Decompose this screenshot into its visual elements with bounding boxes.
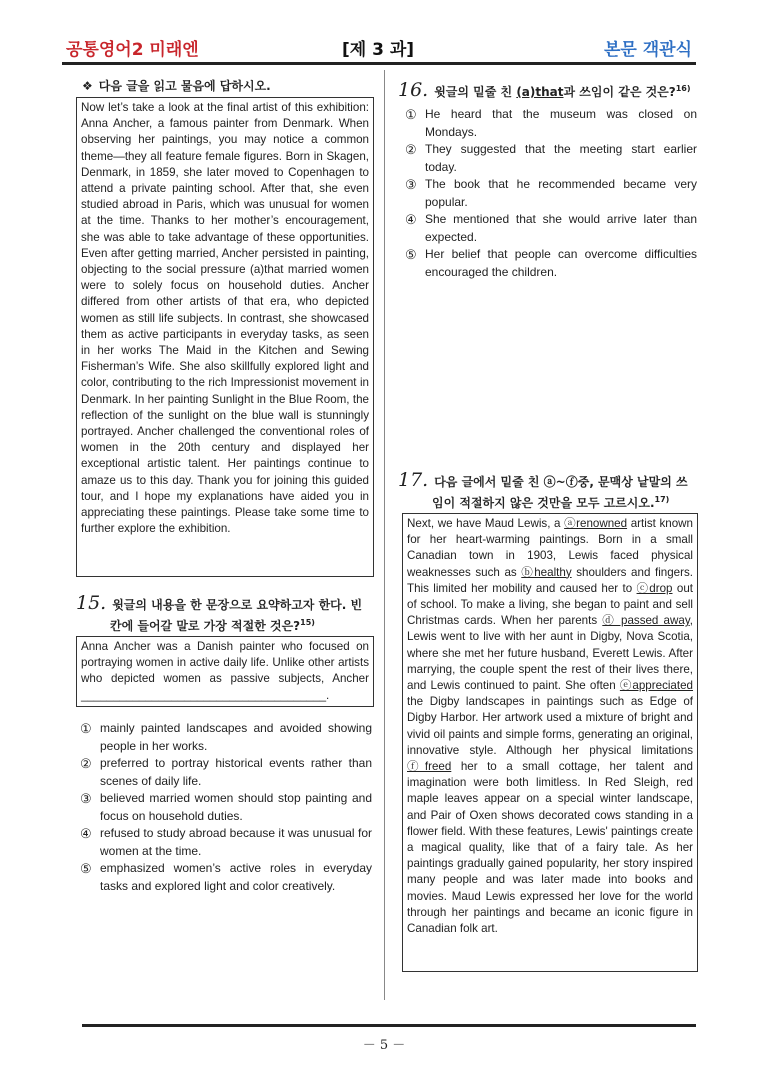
question-16-header <box>398 80 698 101</box>
question-number: 15. <box>76 592 107 614</box>
lesson-title: [제 3 과] <box>342 40 415 60</box>
question-text-line1: 다음 글에서 밑줄 친 ⓐ~ⓕ중, 문맥상 낱말의 쓰 <box>434 475 688 489</box>
passage-text: her to a small cottage, her talent and imagination were both limitless. In Red Sleigh, red maple leaves appear on a special winter landscape, and Pair of Oxen shows decorated cows standing in a flower field. With these features, Lewis' paintings create a magical quality, like that of a fairy tale. As her paintings gradually gained popularity, her story inspired many people and was later made into books and movies. Maud Lewis expressed her love for the world through her paintings and became an iconic figure in Canadian folk art. <box>407 760 693 936</box>
choice-text: She mentioned that she would arrive later than expected. <box>425 212 697 244</box>
question-15-choices <box>80 720 372 895</box>
choice-number: ④ <box>80 826 92 841</box>
question-text-pre: 윗글의 밑줄 친 <box>434 85 517 99</box>
choice-number: ③ <box>80 791 92 806</box>
choice-text: They suggested that the meeting start earlier today. <box>425 142 697 174</box>
instruction-text: 다음 글을 읽고 물음에 답하시오. <box>98 79 271 93</box>
underlined-word-b: ⓑhealthy <box>521 565 572 579</box>
choice-number: ② <box>80 756 92 771</box>
underlined-word-f: ⓕfreed <box>407 760 452 774</box>
choice-item[interactable] <box>80 755 372 790</box>
choice-number: ① <box>80 721 92 736</box>
question-text-line2: 칸에 들어갈 말로 가장 적절한 것은? <box>110 619 301 633</box>
question-17-header <box>398 469 698 512</box>
choice-text: The book that he recommended became very popular. <box>425 177 697 209</box>
choice-number: ③ <box>405 177 417 192</box>
choice-number: ② <box>405 142 417 157</box>
choice-item[interactable] <box>405 141 697 176</box>
choice-item[interactable] <box>80 860 372 895</box>
page-number: － 5 － <box>362 1038 406 1053</box>
choice-text: believed married women should stop painting and focus on household duties. <box>100 791 372 823</box>
choice-item[interactable] <box>405 246 697 281</box>
footnote-ref: 17) <box>654 495 670 504</box>
underlined-word-d: ⓓ passed away <box>602 614 690 628</box>
choice-text: mainly painted landscapes and avoided showing people in her works. <box>100 721 372 753</box>
passage-text: out of school. To make a living, she began to paint and sell Christmas cards. When her parents <box>407 581 693 628</box>
underlined-word-a: ⓐrenowned <box>564 517 628 530</box>
passage-text: shoulders and fingers. This limited her mobility and caused her to <box>407 565 693 595</box>
section-title: 본문 객관식 <box>603 40 692 60</box>
subject-title: 공통영어2 미래엔 <box>66 40 199 60</box>
choice-text: refused to study abroad because it was unusual for women at the time. <box>100 826 372 858</box>
choice-text: He heard that the museum was closed on Mondays. <box>425 107 697 139</box>
choice-text: emphasized women’s active roles in everyday tasks and explored light and color creatively. <box>100 861 372 893</box>
diamond-bullet-icon: ❖ <box>82 79 93 93</box>
choice-item[interactable] <box>80 790 372 825</box>
choice-item[interactable] <box>405 106 697 141</box>
passage-text: , Lewis went to live with her aunt in Digby, Nova Scotia, where she met her future husband, Everett Lewis. After marrying, the couple spent the rest of their lives there, and Lewis continued to paint. She often <box>407 614 693 693</box>
passage-anna-ancher: Now let’s take a look at the final artist of this exhibition: Anna Ancher, a famous painter from Denmark. When observing her paintings, you may notice a common theme—they all feature female figures. Born in Skagen, Denmark, in 1859, she later moved to Copenhagen to attend a private painting school. After that, she even studied abroad in Paris, which was unusual for women at the time. Thanks to her mother’s encouragement, she was able to take advantage of these opportunities. Even after getting married, Ancher persisted in painting, objecting to the social pressure (a)that married women were to solely focus on household duties. Ancher differed from other artists of that era, who depicted women as still life subjects. In contrast, she showcased them as active participants in everyday tasks, as seen in her works The Maid in the Kitchen and Sewing Fisherman’s Wife. She also skillfully explored light and color, contributing to the rich Impressionist movement in Denmark. In her painting Sunlight in the Blue Room, the reflection of the sunlight on the blue wall is stunningly portrayed. Ancher challenged the conventional roles of women in the 20th century and displayed her exceptional artistic talent. Her paintings continue to amaze us to this day. Thank you for joining this guided tour, and I hope my explanations have aided you in appreciating these paintings. Please take some time to further explore the exhibition. <box>76 97 374 577</box>
choice-item[interactable] <box>405 176 697 211</box>
choice-number: ① <box>405 107 417 122</box>
choice-text: preferred to portray historical events rather than scenes of daily life. <box>100 756 372 788</box>
question-number: 16. <box>398 79 429 101</box>
passage-text: Next, we have Maud Lewis, a <box>407 517 565 530</box>
passage-text: artist known for her heart-warming paintings. Born in a small Canadian town in 1903, Lewis faced physical weaknesses such as <box>407 517 693 579</box>
passage-maud-lewis <box>402 513 698 972</box>
footer-rule <box>82 1024 696 1027</box>
choice-item[interactable] <box>80 825 372 860</box>
question-text-line2: 임이 적절하지 않은 것만을 모두 고르시오. <box>432 496 655 510</box>
underlined-word-c: ⓒdrop <box>636 581 673 595</box>
footnote-ref: 15) <box>300 618 315 627</box>
summary-box: Anna Ancher was a Danish painter who focused on portraying women in active daily life. Unlike other artists who depicted women as passive subjects, Ancher ______________________________________. <box>76 636 374 707</box>
underlined-target: (a)that <box>516 85 564 99</box>
passage-text: the Digby landscapes in paintings such as Edge of Digby Harbor. Her artwork used a mixture of bright and vivid oil paints and simple forms, generating an original, innovative style. Although her physical limitations <box>407 695 693 757</box>
choice-item[interactable] <box>405 211 697 246</box>
instruction <box>82 77 271 94</box>
choice-number: ⑤ <box>405 247 417 262</box>
footnote-ref: 16) <box>675 84 691 93</box>
question-15-header <box>76 592 374 635</box>
question-number: 17. <box>398 469 429 491</box>
choice-number: ④ <box>405 212 417 227</box>
choice-text: Her belief that people can overcome difficulties encouraged the children. <box>425 247 697 279</box>
question-16-choices <box>405 106 697 281</box>
choice-number: ⑤ <box>80 861 92 876</box>
header-rule <box>62 62 696 65</box>
choice-item[interactable] <box>80 720 372 755</box>
question-text-post: 과 쓰임이 같은 것은? <box>563 85 676 99</box>
underlined-word-e: ⓔappreciated <box>619 679 694 693</box>
column-divider <box>384 70 385 1000</box>
question-text-line1: 윗글의 내용을 한 문장으로 요약하고자 한다. 빈 <box>112 598 363 612</box>
